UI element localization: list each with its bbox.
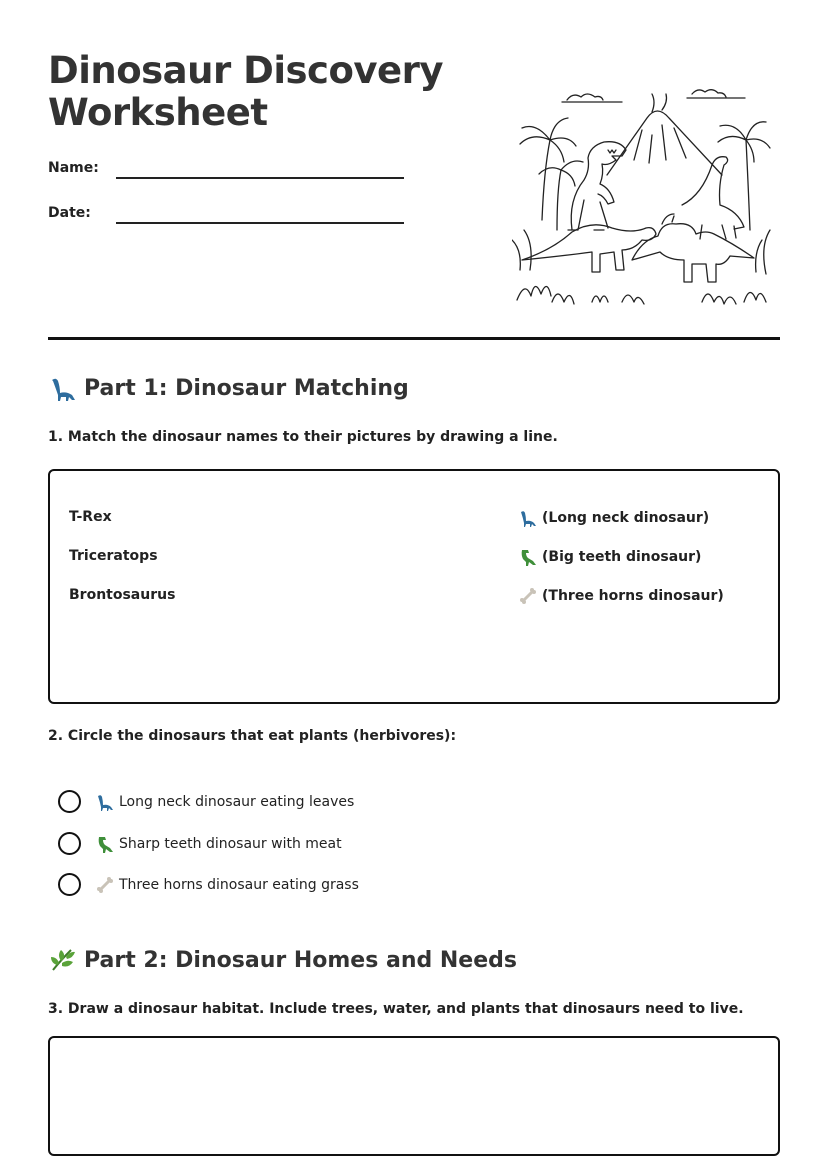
bone-icon xyxy=(95,875,115,895)
herbivore-option-long-neck[interactable] xyxy=(58,790,354,813)
match-picture-three-horns[interactable] xyxy=(518,586,724,606)
dinosaur-scene-illustration xyxy=(512,80,777,310)
match-name-label: Brontosaurus xyxy=(69,587,176,603)
date-field xyxy=(48,205,91,221)
date-label: Date: xyxy=(48,205,91,221)
option-label: Long neck dinosaur eating leaves xyxy=(119,793,355,810)
herbivore-option-sharp-teeth[interactable] xyxy=(58,832,342,855)
match-picture-big-teeth[interactable] xyxy=(518,547,701,567)
part2-heading-text: Part 2: Dinosaur Homes and Needs xyxy=(84,947,517,973)
header-divider xyxy=(48,337,780,340)
option-label: Sharp teeth dinosaur with meat xyxy=(119,835,342,852)
part2-heading xyxy=(48,946,517,974)
match-picture-long-neck[interactable] xyxy=(518,508,709,528)
t-rex-icon xyxy=(95,834,115,854)
t-rex-icon xyxy=(518,547,538,567)
option-circle[interactable] xyxy=(58,790,81,813)
match-picture-label: (Big teeth dinosaur) xyxy=(542,549,702,565)
match-name-trex[interactable] xyxy=(69,509,112,525)
name-field xyxy=(48,160,99,176)
option-circle[interactable] xyxy=(58,873,81,896)
match-name-label: Triceratops xyxy=(69,548,158,564)
bone-icon xyxy=(518,586,538,606)
herbivore-option-three-horns[interactable] xyxy=(58,873,359,896)
match-name-triceratops[interactable] xyxy=(69,548,158,564)
habitat-drawing-box[interactable] xyxy=(48,1036,780,1156)
name-line[interactable] xyxy=(116,177,404,179)
date-line[interactable] xyxy=(116,222,404,224)
part1-heading xyxy=(48,374,409,402)
sauropod-icon xyxy=(48,374,76,402)
match-picture-label: (Three horns dinosaur) xyxy=(542,588,724,604)
part1-heading-text: Part 1: Dinosaur Matching xyxy=(84,375,409,401)
herb-icon xyxy=(48,946,76,974)
name-label: Name: xyxy=(48,160,99,176)
question-2: 2. Circle the dinosaurs that eat plants (herbivores): xyxy=(48,728,457,744)
question-1: 1. Match the dinosaur names to their pictures by drawing a line. xyxy=(48,429,558,445)
question-3: 3. Draw a dinosaur habitat. Include trees, water, and plants that dinosaurs need to live. xyxy=(48,1001,744,1017)
match-picture-label: (Long neck dinosaur) xyxy=(542,510,710,526)
worksheet-title: Dinosaur Discovery Worksheet xyxy=(48,49,443,134)
option-circle[interactable] xyxy=(58,832,81,855)
sauropod-icon xyxy=(95,792,115,812)
match-name-label: T-Rex xyxy=(69,509,112,525)
match-name-brontosaurus[interactable] xyxy=(69,587,175,603)
sauropod-icon xyxy=(518,508,538,528)
option-label: Three horns dinosaur eating grass xyxy=(119,876,359,893)
